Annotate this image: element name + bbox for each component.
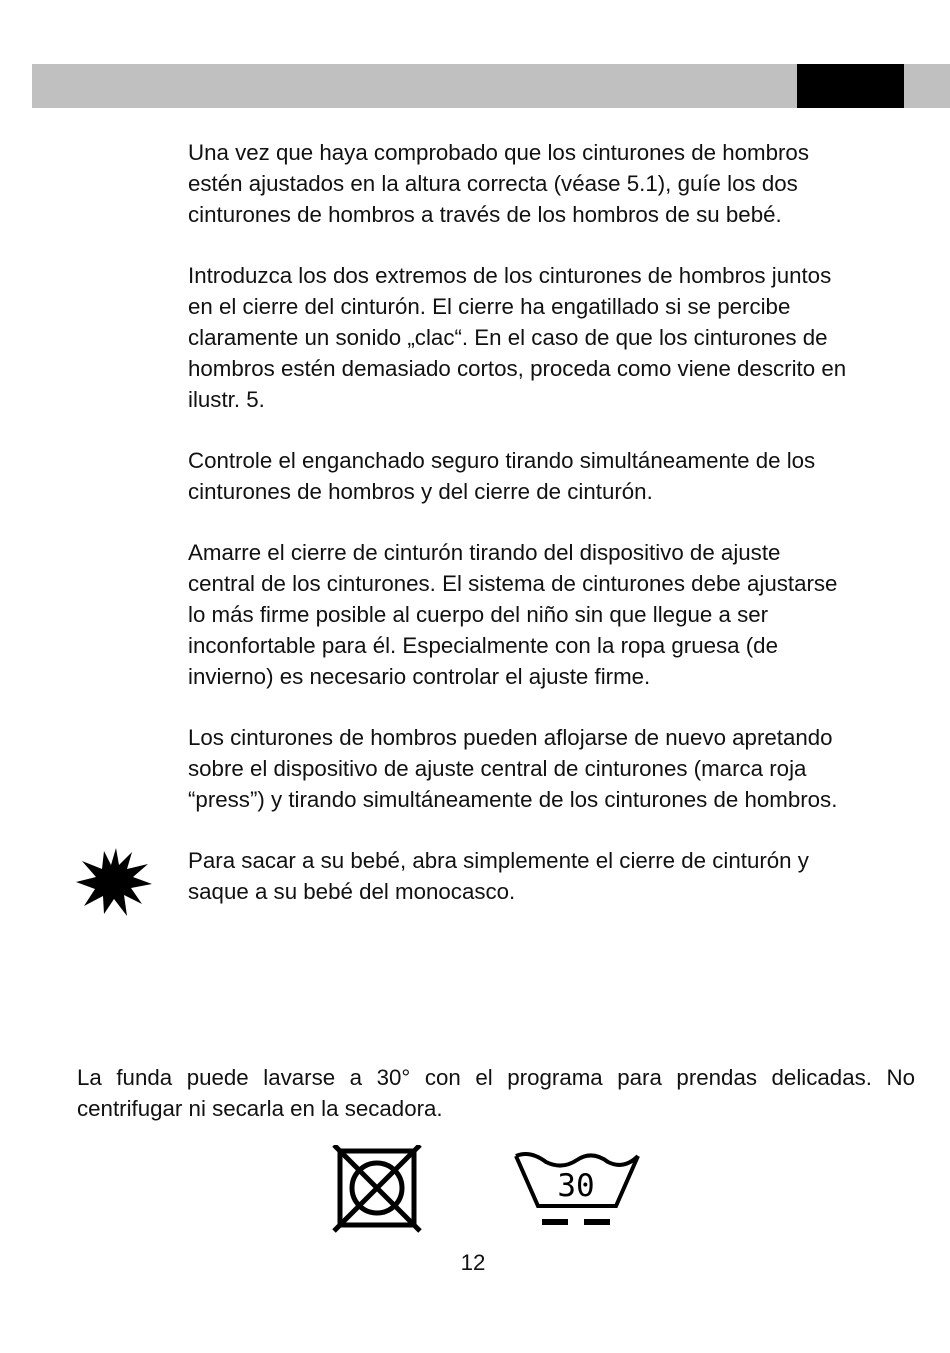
paragraph-loosen-belts: Los cinturones de hombros pueden aflojarse de nuevo apretando sobre el dispositivo de ajuste central de cinturones (marca roja “press”) y tirando simultáneamente de los cinturones de hombros. <box>188 725 838 812</box>
paragraph-buckle-insert: Introduzca los dos extremos de los cinturones de hombros juntos en el cierre del cinturón. El cierre ha engatillado si se percibe claramente un sonido „clac“. En el caso de que los cinturones de hombros estén demasiado cortos, proceda como viene descrito en ilustr. 5. <box>188 263 847 412</box>
page-number: 12 <box>460 1250 486 1275</box>
no-tumble-dry-icon <box>332 1145 422 1233</box>
delicate-wash-30-icon <box>512 1148 642 1230</box>
starburst-warning-icon <box>76 848 152 916</box>
paragraph-check-engagement: Controle el enganchado seguro tirando simultáneamente de los cinturones de hombros y del cierre de cinturón. <box>188 448 816 504</box>
wash-temperature-label: 30 <box>557 1168 595 1204</box>
care-instructions: La funda puede lavarse a 30° con el programa para prendas delicadas. No centrifugar ni secarla en la secadora. <box>77 1065 915 1121</box>
header-block <box>797 64 904 108</box>
paragraph-remove-baby: Para sacar a su bebé, abra simplemente el cierre de cinturón y saque a su bebé del monocasco. <box>188 848 809 904</box>
paragraph-tighten-belts: Amarre el cierre de cinturón tirando del dispositivo de ajuste central de los cinturones. El sistema de cinturones debe ajustarse lo más firme posible al cuerpo del niño sin que llegue a ser inconfortable para él. Especialmente con la ropa gruesa (de invierno) es necesario controlar el ajuste firme. <box>188 540 838 689</box>
paragraph-shoulder-belts: Una vez que haya comprobado que los cinturones de hombros estén ajustados en la altura correcta (véase 5.1), guíe los dos cinturones de hombros a través de los hombros de su bebé. <box>188 140 809 227</box>
